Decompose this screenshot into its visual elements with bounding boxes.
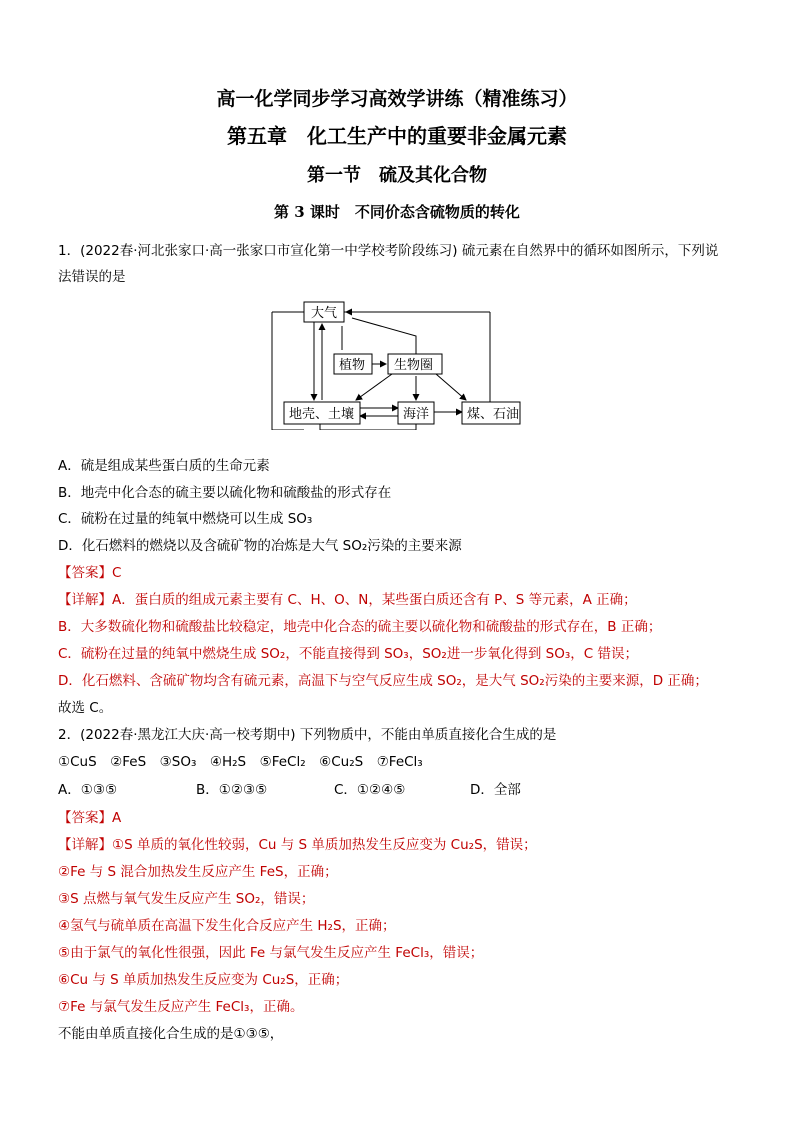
q2-detail-6: ⑥Cu 与 S 单质加热发生反应变为 Cu₂S，正确；: [58, 972, 349, 988]
q2-answer: 【答案】A: [58, 810, 122, 826]
q1-stem-line1: 1．(2022春·河北张家口·高一张家口市宣化第一中学校考阶段练习) 硫元素在自然界中的循环如图所示，下列说: [58, 243, 719, 259]
label-biosphere: 生物圈: [394, 358, 434, 373]
q2-option-b: B．①②③⑤: [196, 782, 268, 798]
arrow-biosphere-to-coal: [436, 374, 466, 400]
q1-option-d: D．化石燃料的燃烧以及含硫矿物的冶炼是大气 SO₂污染的主要来源: [58, 538, 462, 554]
q2-option-a: A．①③⑤: [58, 782, 118, 798]
q2-detail-7: ⑦Fe 与氯气发生反应产生 FeCl₃，正确。: [58, 999, 304, 1015]
sulfur-cycle-diagram: [260, 296, 522, 430]
q1-option-b: B．地壳中化合态的硫主要以硫化物和硫酸盐的形式存在: [58, 485, 392, 501]
q1-detail-1: 【详解】A．蛋白质的组成元素主要有 C、H、O、N，某些蛋白质还含有 P、S 等元素，A 正确；: [58, 592, 637, 608]
label-coal: 煤、石油: [467, 407, 520, 422]
label-atmosphere: 大气: [311, 306, 338, 321]
q2-stem: 2．(2022春·黑龙江大庆·高一校考期中) 下列物质中，不能由单质直接化合生成的是: [58, 727, 557, 743]
q1-option-a: A．硫是组成某些蛋白质的生命元素: [58, 458, 270, 474]
arrow-biosphere-to-crust: [356, 374, 392, 400]
q1-detail-3: C．硫粉在过量的纯氧中燃烧生成 SO₂，不能直接得到 SO₃，SO₂进一步氧化得到 SO₃，C 错误；: [58, 646, 638, 662]
q1-answer: 【答案】C: [58, 565, 122, 581]
lesson-title: 第 3 课时 不同价态含硫物质的转化: [274, 203, 520, 221]
q1-option-c: C．硫粉在过量的纯氧中燃烧可以生成 SO₃: [58, 511, 313, 527]
label-crust: 地壳、土壤: [289, 407, 355, 422]
q2-detail-5: ⑤由于氯气的氧化性很强，因此 Fe 与氯气发生反应产生 FeCl₃，错误；: [58, 945, 484, 961]
q2-items: ①CuS ②FeS ③SO₃ ④H₂S ⑤FeCl₂ ⑥Cu₂S ⑦FeCl₃: [58, 754, 423, 770]
document-title: 高一化学同步学习高效学讲练（精准练习）: [216, 88, 578, 110]
chapter-title: 第五章 化工生产中的重要非金属元素: [227, 124, 567, 148]
q2-option-d: D．全部: [470, 782, 521, 798]
q2-conclusion: 不能由单质直接化合生成的是①③⑤，: [58, 1026, 284, 1042]
q2-detail-3: ③S 点燃与氧气发生反应产生 SO₂，错误；: [58, 891, 315, 907]
q1-detail-4: D．化石燃料、含硫矿物均含有硫元素，高温下与空气反应生成 SO₂，是大气 SO₂污染的主要来源，D 正确；: [58, 673, 708, 689]
q1-detail-2: B．大多数硫化物和硫酸盐比较稳定，地壳中化合态的硫主要以硫化物和硫酸盐的形式存在，B 正确；: [58, 619, 662, 635]
label-ocean: 海洋: [403, 407, 430, 422]
q2-detail-1: 【详解】①S 单质的氧化性较弱，Cu 与 S 单质加热发生反应变为 Cu₂S，错误；: [58, 837, 537, 853]
q2-detail-4: ④氢气与硫单质在高温下发生化合反应产生 H₂S，正确；: [58, 918, 396, 934]
section-title: 第一节 硫及其化合物: [307, 165, 487, 186]
q2-detail-2: ②Fe 与 S 混合加热发生反应产生 FeS，正确；: [58, 864, 338, 880]
q2-option-c: C．①②④⑤: [334, 782, 406, 798]
label-plants: 植物: [339, 358, 366, 373]
q1-stem-line2: 法错误的是: [58, 269, 126, 285]
q1-conclusion: 故选 C。: [58, 700, 113, 716]
